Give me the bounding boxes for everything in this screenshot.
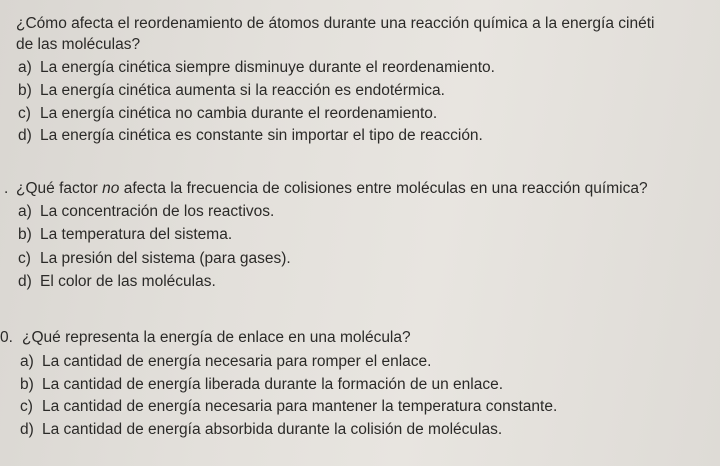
option-letter: b) [18,82,32,99]
question-2-option-c [18,250,291,268]
question-3-option-b [20,376,503,394]
question-2-option-b [18,226,232,244]
question-1-stem-line2: de las moléculas? [16,36,141,53]
question-2-option-a [18,203,274,221]
option-text: La presión del sistema (para gases). [40,250,291,267]
option-text: La energía cinética es constante sin importar el tipo de reacción. [40,127,483,144]
bleed-through-texture [520,110,529,144]
question-3-option-d [20,421,502,439]
question-2-stem-post: afecta la frecuencia de colisiones entre moléculas en una reacción química? [119,180,648,197]
question-3-option-c [20,398,557,416]
option-letter: d) [18,127,32,144]
option-text: La energía cinética siempre disminuye durante el reordenamiento. [40,59,495,76]
option-letter: b) [20,376,34,393]
option-text: La cantidad de energía necesaria para romper el enlace. [42,353,432,370]
option-text: La energía cinética no cambia durante el reordenamiento. [40,105,438,122]
question-2-stem [4,180,648,198]
option-letter: a) [18,203,32,220]
question-2-option-d [18,273,216,291]
question-2-stem-pre: ¿Qué factor [16,180,103,197]
question-3-option-a [20,353,431,371]
option-text: La concentración de los reactivos. [40,203,275,220]
option-letter: c) [18,105,31,122]
question-3-stem [0,329,411,347]
option-letter: a) [20,353,34,370]
option-text: La cantidad de energía necesaria para mantener la temperatura constante. [42,398,558,415]
option-letter: c) [18,250,31,267]
question-1-stem [16,15,654,33]
question-1-option-d [18,127,483,145]
option-text: La temperatura del sistema. [40,226,233,243]
question-1-option-b [18,82,445,100]
option-text: El color de las moléculas. [40,273,216,290]
option-letter: a) [18,59,32,76]
question-1-stem-line1: ¿Cómo afecta el reordenamiento de átomos durante una reacción química a la energía cinéti [16,15,655,32]
question-1-option-c [18,105,437,123]
option-letter: b) [18,226,32,243]
question-1-option-a [18,59,495,77]
option-letter: c) [20,398,33,415]
option-text: La cantidad de energía liberada durante la formación de un enlace. [42,376,504,393]
question-1-stem-cont [16,36,140,54]
option-letter: d) [18,273,32,290]
question-2-stem-emphasis: no [102,180,120,197]
question-3-number: 0. [0,329,13,346]
option-text: La energía cinética aumenta si la reacción es endotérmica. [40,82,445,99]
option-text: La cantidad de energía absorbida durante la colisión de moléculas. [42,421,503,438]
question-3-stem-text: ¿Qué representa la energía de enlace en una molécula? [22,329,411,346]
question-2-number: . [4,180,9,197]
option-letter: d) [20,421,34,438]
